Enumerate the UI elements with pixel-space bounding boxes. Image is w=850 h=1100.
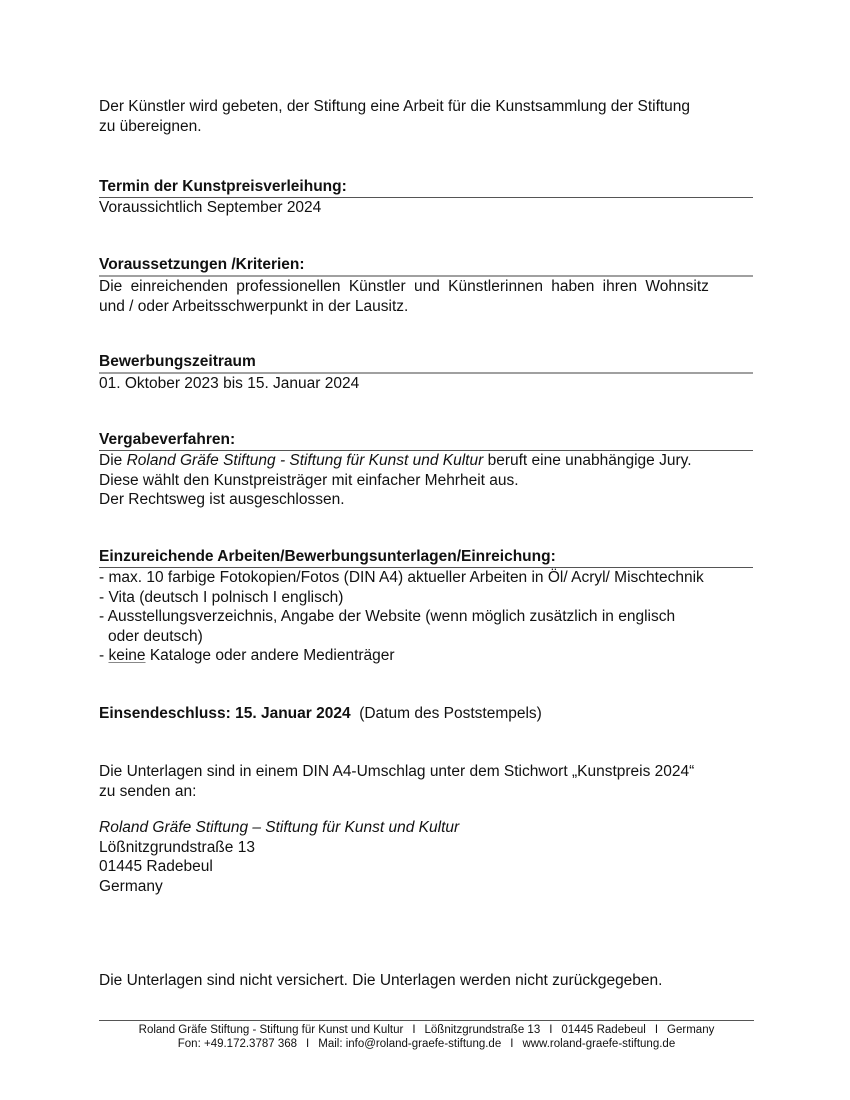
list-item: [99, 646, 753, 666]
footer-separator: I: [306, 1038, 310, 1050]
footer-mail[interactable]: Mail: info@roland-graefe-stiftung.de: [318, 1038, 502, 1050]
intro-paragraph: [99, 97, 753, 136]
vergabeverfahren-line-2: Diese wählt den Kunstpreisträger mit einfacher Mehrheit aus.: [99, 471, 519, 489]
section-bewerbungszeitraum: [99, 352, 753, 394]
footer-separator: I: [654, 1024, 659, 1036]
text-prefix: -: [99, 647, 109, 664]
voraussetzungen-line-1: Die einreichenden professionellen Künstler und Künstlerinnen haben ihren Wohnsitz: [99, 278, 709, 295]
text-suffix: Kataloge oder andere Medienträger: [145, 647, 395, 664]
address-country: Germany: [99, 877, 163, 895]
deadline-note: (Datum des Poststempels): [359, 705, 542, 722]
intro-line-2: zu übereignen.: [99, 117, 202, 135]
deadline-line: [99, 704, 753, 724]
list-item: - Vita (deutsch I polnisch I englisch): [99, 588, 344, 606]
footer-separator: I: [549, 1024, 553, 1036]
section-voraussetzungen: [99, 255, 753, 316]
text-suffix: beruft eine unabhängige Jury.: [483, 452, 692, 469]
address-city: 01445 Radebeul: [99, 858, 213, 875]
mailing-line-1: Die Unterlagen sind in einem DIN A4-Umschlag unter dem Stichwort „Kunstpreis 2024“: [99, 763, 695, 780]
vergabeverfahren-line-3: Der Rechtsweg ist ausgeschlossen.: [99, 491, 345, 508]
section-heading-voraussetzungen: Voraussetzungen /Kriterien:: [99, 255, 753, 277]
footer-city: 01445 Radebeul: [561, 1024, 646, 1036]
mailing-line-2: zu senden an:: [99, 782, 197, 800]
section-heading-termin: Termin der Kunstpreisverleihung:: [99, 177, 753, 198]
footer-phone: Fon: +49.172.3787 368: [177, 1038, 298, 1050]
footer-country: Germany: [667, 1024, 715, 1036]
voraussetzungen-line-2: und / oder Arbeitsschwerpunkt in der Lausitz.: [99, 297, 409, 315]
footer-website[interactable]: www.roland-graefe-stiftung.de: [522, 1038, 676, 1050]
footer-line-1: [99, 1023, 754, 1037]
address-street: Lößnitzgrundstraße 13: [99, 838, 255, 856]
deadline-label: Einsendeschluss: 15. Januar 2024: [99, 705, 351, 722]
foundation-name-italic: Roland Gräfe Stiftung - Stiftung für Kunst und Kultur: [126, 452, 484, 469]
section-heading-bewerbungszeitraum: Bewerbungszeitraum: [99, 352, 753, 374]
list-item-continuation: oder deutsch): [108, 627, 203, 645]
section-einzureichende: [99, 547, 753, 666]
address-name: Roland Gräfe Stiftung – Stiftung für Kunst und Kultur: [99, 819, 460, 836]
section-heading-vergabeverfahren: Vergabeverfahren:: [99, 430, 753, 451]
section-heading-einzureichende: Einzureichende Arbeiten/Bewerbungsunterlagen/Einreichung:: [99, 547, 753, 568]
footer-line-2: [99, 1037, 754, 1051]
mailing-instructions: [99, 762, 753, 801]
termin-text: Voraussichtlich September 2024: [99, 199, 322, 216]
text-prefix: Die: [99, 452, 127, 469]
list-item: - max. 10 farbige Fotokopien/Fotos (DIN A4) aktueller Arbeiten in Öl/ Acryl/ Mischtechnik: [99, 569, 704, 586]
address-block: [99, 818, 753, 896]
footer-separator: I: [412, 1024, 416, 1036]
footer-separator: I: [510, 1038, 514, 1050]
notice: [99, 971, 753, 991]
section-vergabeverfahren: [99, 430, 753, 510]
notice-text: Die Unterlagen sind nicht versichert. Die Unterlagen werden nicht zurückgegeben.: [99, 972, 663, 989]
bewerbungszeitraum-text: 01. Oktober 2023 bis 15. Januar 2024: [99, 375, 360, 392]
list-item: - Ausstellungsverzeichnis, Angabe der Website (wenn möglich zusätzlich in englisch: [99, 608, 676, 625]
underlined-keine: keine: [108, 647, 146, 664]
intro-line-1: Der Künstler wird gebeten, der Stiftung eine Arbeit für die Kunstsammlung der Stiftung: [99, 98, 691, 115]
page-footer: [99, 1020, 754, 1051]
footer-street: Lößnitzgrundstraße 13: [424, 1024, 541, 1036]
vergabeverfahren-line-1: [99, 451, 753, 471]
footer-org: Roland Gräfe Stiftung - Stiftung für Kunst und Kultur: [138, 1024, 404, 1036]
section-termin: [99, 177, 753, 218]
